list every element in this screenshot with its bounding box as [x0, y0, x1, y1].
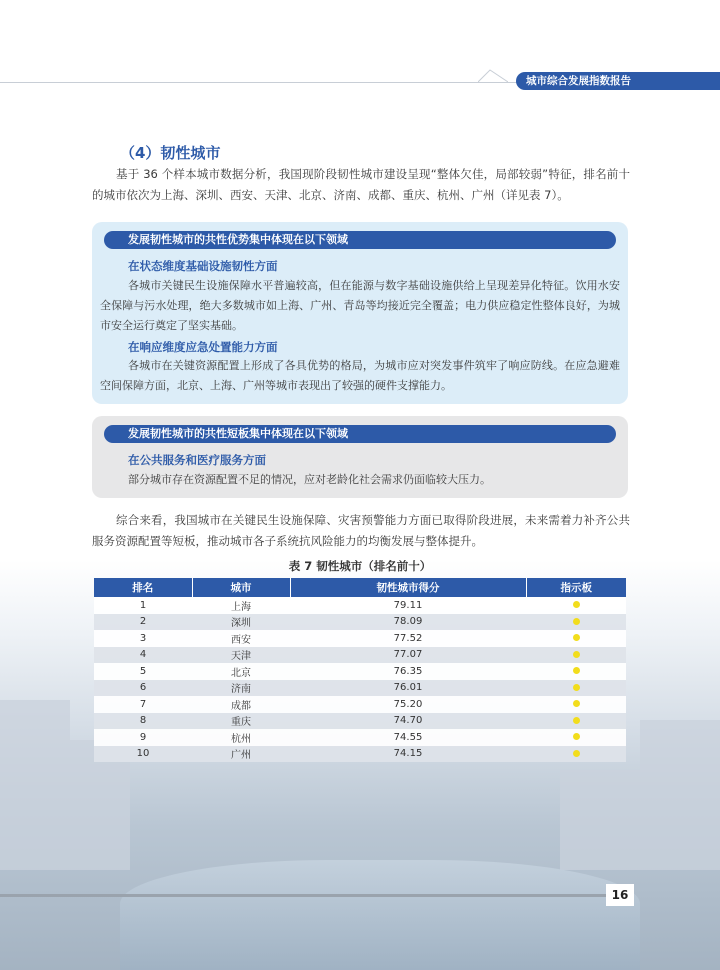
city-cell: 济南: [192, 680, 290, 697]
rank-cell: 10: [94, 746, 192, 763]
indicator-cell: [526, 746, 626, 763]
indicator-cell: [526, 729, 626, 746]
header-city: 城市: [192, 578, 290, 597]
strengths-panel: [92, 222, 628, 404]
page-number: 16: [606, 884, 634, 906]
header-indicator: 指示板: [526, 578, 626, 597]
score-cell: 76.01: [290, 680, 526, 697]
table-row: [94, 680, 626, 697]
rank-cell: 7: [94, 696, 192, 713]
indicator-cell: [526, 713, 626, 730]
weakness-subheading-services: 在公共服务和医疗服务方面: [128, 453, 266, 467]
indicator-cell: [526, 680, 626, 697]
table-row: [94, 663, 626, 680]
table-row: [94, 597, 626, 614]
city-cell: 西安: [192, 630, 290, 647]
city-cell: 成都: [192, 696, 290, 713]
score-cell: 77.07: [290, 647, 526, 664]
strength-subheading-infrastructure: 在状态维度基础设施韧性方面: [128, 259, 278, 273]
footer-rule: [0, 894, 612, 897]
indicator-cell: [526, 696, 626, 713]
score-cell: 77.52: [290, 630, 526, 647]
table-caption: 表 7 韧性城市（排名前十）: [288, 559, 432, 573]
rank-cell: 5: [94, 663, 192, 680]
table-row: [94, 696, 626, 713]
rank-cell: 8: [94, 713, 192, 730]
indicator-dot-icon: [573, 717, 580, 724]
table-row: [94, 647, 626, 664]
indicator-dot-icon: [573, 700, 580, 707]
rank-cell: 2: [94, 614, 192, 631]
score-cell: 74.15: [290, 746, 526, 763]
table-row: [94, 729, 626, 746]
rank-cell: 1: [94, 597, 192, 614]
table-row: [94, 614, 626, 631]
indicator-dot-icon: [573, 750, 580, 757]
city-cell: 上海: [192, 597, 290, 614]
background-building: [640, 720, 720, 870]
intro-paragraph: 基于 36 个样本城市数据分析，我国现阶段韧性城市建设呈现“整体欠佳，局部较弱”特征，排名前十的城市依次为上海、深圳、西安、天津、北京、济南、成都、重庆、杭州、广州（详见表 7）。: [92, 167, 630, 202]
indicator-cell: [526, 630, 626, 647]
header-rank: 排名: [94, 578, 192, 597]
table-row: [94, 746, 626, 763]
indicator-dot-icon: [573, 601, 580, 608]
city-cell: 北京: [192, 663, 290, 680]
background-river: [120, 860, 640, 970]
indicator-dot-icon: [573, 651, 580, 658]
header-score: 韧性城市得分: [290, 578, 526, 597]
indicator-cell: [526, 663, 626, 680]
header-badge-bar: [628, 72, 720, 90]
indicator-dot-icon: [573, 667, 580, 674]
city-cell: 重庆: [192, 713, 290, 730]
strength-text-infrastructure: 各城市关键民生设施保障水平普遍较高，但在能源与数字基础设施供给上呈现差异化特征。饮用水安全保障与污水处理，绝大多数城市如上海、广州、青岛等均接近完全覆盖；电力供应稳定性整体良好，为城市安全运行奠定了坚实基础。: [100, 279, 620, 332]
rank-cell: 6: [94, 680, 192, 697]
indicator-dot-icon: [573, 618, 580, 625]
table-row: [94, 630, 626, 647]
score-cell: 78.09: [290, 614, 526, 631]
indicator-cell: [526, 647, 626, 664]
strengths-heading: 发展韧性城市的共性优势集中体现在以下领域: [104, 231, 616, 249]
weakness-heading: 发展韧性城市的共性短板集中体现在以下领域: [104, 425, 616, 443]
summary-paragraph: 综合来看，我国城市在关键民生设施保障、灾害预警能力方面已取得阶段进展，未来需着力补齐公共服务资源配置等短板，推动城市各子系统抗风险能力的均衡发展与整体提升。: [92, 513, 630, 548]
city-cell: 杭州: [192, 729, 290, 746]
table-header-row: [94, 578, 626, 597]
rank-cell: 3: [94, 630, 192, 647]
score-cell: 75.20: [290, 696, 526, 713]
indicator-dot-icon: [573, 684, 580, 691]
weakness-panel: [92, 416, 628, 498]
background-building: [560, 770, 640, 870]
rank-cell: 4: [94, 647, 192, 664]
header-notch: [478, 68, 508, 84]
table-row: [94, 713, 626, 730]
report-title-badge: [516, 72, 641, 90]
city-cell: 深圳: [192, 614, 290, 631]
strength-subheading-response: 在响应维度应急处置能力方面: [128, 340, 278, 354]
city-cell: 广州: [192, 746, 290, 763]
score-cell: 74.70: [290, 713, 526, 730]
weakness-text-services: 部分城市存在资源配置不足的情况，应对老龄化社会需求仍面临较大压力。: [128, 473, 491, 486]
background-building: [0, 700, 70, 870]
indicator-dot-icon: [573, 634, 580, 641]
score-cell: 74.55: [290, 729, 526, 746]
strength-text-response: 各城市在关键资源配置上形成了各具优势的格局，为城市应对突发事件筑牢了响应防线。在应急避难空间保障方面，北京、上海、广州等城市表现出了较强的硬件支撑能力。: [100, 359, 620, 392]
section-title: （4）韧性城市: [120, 144, 221, 162]
indicator-cell: [526, 597, 626, 614]
indicator-dot-icon: [573, 733, 580, 740]
indicator-cell: [526, 614, 626, 631]
ranking-table: [94, 578, 626, 762]
report-title: 城市综合发展指数报告: [526, 75, 631, 87]
score-cell: 76.35: [290, 663, 526, 680]
rank-cell: 9: [94, 729, 192, 746]
score-cell: 79.11: [290, 597, 526, 614]
city-cell: 天津: [192, 647, 290, 664]
